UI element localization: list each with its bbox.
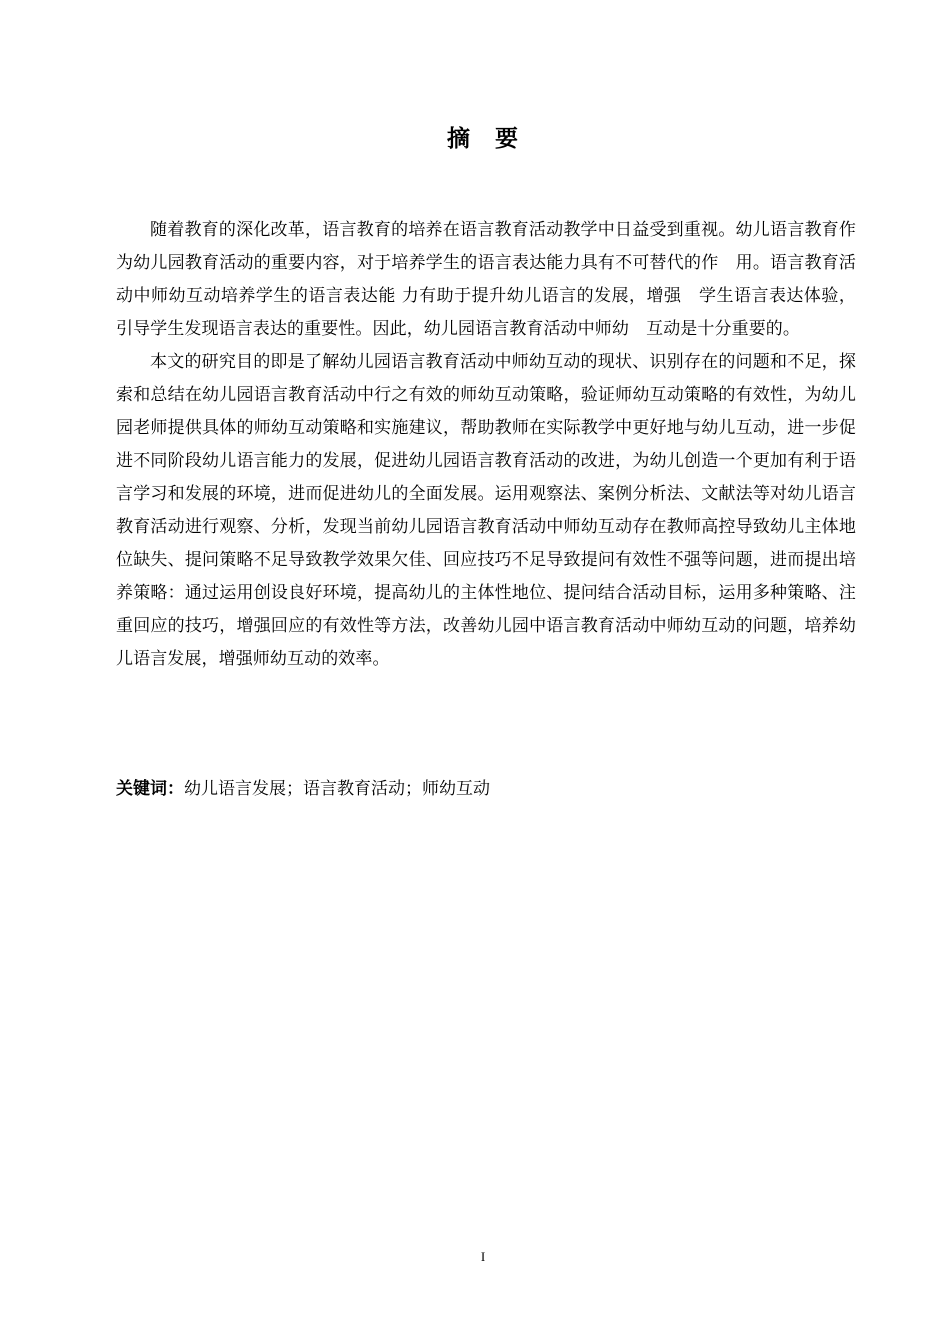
page-number: I (480, 1249, 486, 1264)
abstract-paragraph-1: 随着教育的深化改革，语言教育的培养在语言教育活动教学中日益受到重视。幼儿语言教育作为幼儿园教育活动的重要内容，对于培养学生的语言表达能力具有不可替代的作 用。语言教育活动中师幼互动培养学生的语言表达能 力有助于提升幼儿语言的发展，增强 学生语言表达体验，引导学生发现语言表达的重要性。因此，幼儿园语言教育活动中师幼 互动是十分重要的。 (116, 220, 856, 339)
abstract-paragraph-2: 本文的研究目的即是了解幼儿园语言教育活动中师幼互动的现状、识别存在的问题和不足，探索和总结在幼儿园语言教育活动中行之有效的师幼互动策略，验证师幼互动策略的有效性，为幼儿园老师提供具体的师幼互动策略和实施建议，帮助教师在实际教学中更好地与幼儿互动，进一步促进不同阶段幼儿语言能力的发展，促进幼儿园语言教育活动的改进，为幼儿创造一个更加有利于语言学习和发展的环境，进而促进幼儿的全面发展。运用观察法、案例分析法、文献法等对幼儿语言教育活动进行观察、分析，发现当前幼儿园语言教育活动中师幼互动存在教师高控导致幼儿主体地位缺失、提问策略不足导致教学效果欠佳、回应技巧不足导致提问有效性不强等问题，进而提出培养策略：通过运用创设良好环境，提高幼儿的主体性地位、提问结合活动目标，运用多种策略、注重回应的技巧，增强回应的有效性等方法，改善幼儿园中语言教育活动中师幼互动的问题，培养幼儿语言发展，增强师幼互动的效率。 (116, 352, 856, 669)
keywords-label: 关键词： (116, 779, 184, 799)
page-title: 摘 要 (447, 126, 519, 152)
keywords-line (116, 773, 856, 806)
keywords-text: 幼儿语言发展；语言教育活动；师幼互动 (184, 779, 490, 799)
abstract-body (116, 214, 856, 676)
